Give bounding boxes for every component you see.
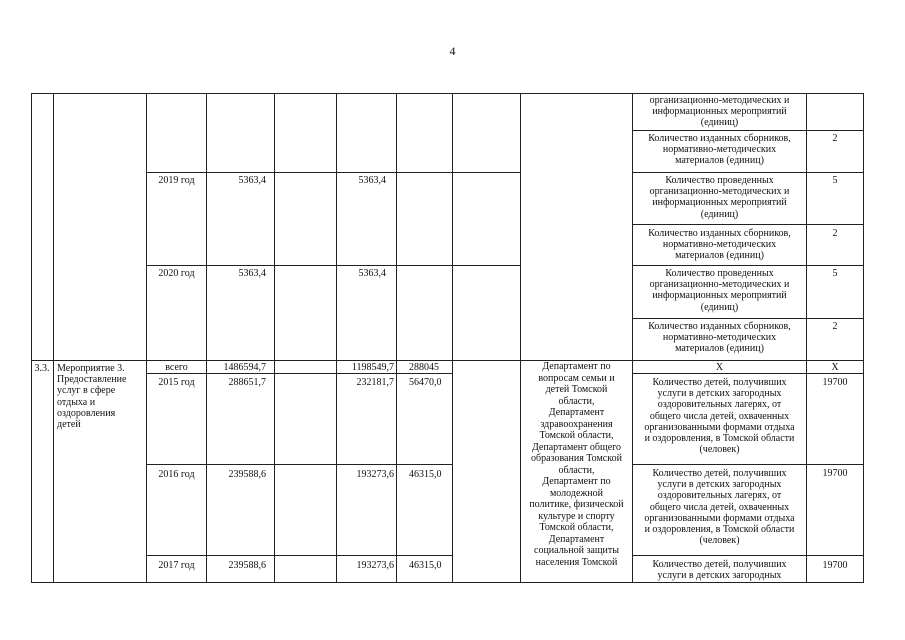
- indicator-row-line: [632, 130, 864, 131]
- indicator-value: 2: [832, 133, 838, 144]
- indicator-children: Количество детей, получивших услуги в детских загородных оздоровительных лагерях, от общего числа детей, охваченных организованными формами отдыха и оздоровления, в Томской области (человек): [644, 377, 795, 456]
- page-number: 4: [449, 44, 456, 58]
- indicator-value: 5: [832, 175, 838, 186]
- indicator-collections: Количество изданных сборников, нормативно-методических материалов (единиц): [648, 228, 791, 262]
- table-col-line: [274, 93, 275, 582]
- amount-regional: 1198549,7: [351, 362, 394, 373]
- indicator-row-line: [632, 265, 864, 266]
- table-col-line: [452, 93, 453, 582]
- indicator-children: Количество детей, получивших услуги в детских загородных оздоровительных лагерях, от общего числа детей, охваченных организованными формами отдыха и оздоровления, в Томской области (человек): [644, 468, 795, 547]
- section-row-line: [31, 360, 864, 361]
- year-row-line: [146, 265, 520, 266]
- amount-total: 239588,6: [228, 560, 266, 571]
- table-col-line: [206, 93, 207, 582]
- indicator-collections: Количество изданных сборников, нормативно-методических материалов (единиц): [648, 133, 791, 167]
- executor-list: Департамент по вопросам семьи и детей Томской области, Департамент здравоохранения Томской области, Департамент общего образования Томской области, Департамент по молодежной политике, физической культуре и спорту Томской области, Департамент социальной защиты населения Томской: [529, 361, 624, 568]
- indicator-events-continued: организационно-методических и информационных мероприятий (единиц): [649, 95, 790, 129]
- table-col-line: [53, 93, 54, 582]
- year-label: 2020 год: [158, 268, 195, 279]
- amount-total: 5363,4: [238, 175, 266, 186]
- amount-total: 1486594,7: [223, 362, 266, 373]
- amount-regional: 193273,6: [356, 560, 394, 571]
- amount-local: 46315,0: [409, 560, 442, 571]
- amount-regional: 232181,7: [356, 377, 394, 388]
- year-label: всего: [165, 362, 188, 373]
- table-col-line: [806, 93, 807, 582]
- indicator-value: 2: [832, 228, 838, 239]
- year-label: 2019 год: [158, 175, 195, 186]
- measure-name: Мероприятие 3. Предоставление услуг в сфере отдыха и оздоровления детей: [57, 363, 127, 431]
- amount-regional: 5363,4: [358, 175, 386, 186]
- indicator-value-x-mark: Х: [831, 362, 839, 373]
- year-row-line: [146, 172, 520, 173]
- indicator-children: Количество детей, получивших услуги в детских загородных: [652, 559, 787, 582]
- table-border-left: [31, 93, 32, 582]
- amount-total: 288651,7: [228, 377, 266, 388]
- amount-regional: 5363,4: [358, 268, 386, 279]
- row-number: 3.3.: [34, 363, 50, 374]
- indicator-row-line: [632, 555, 864, 556]
- year-label: 2017 год: [158, 560, 195, 571]
- year-row-line: [146, 555, 452, 556]
- amount-local: 46315,0: [409, 469, 442, 480]
- amount-total: 239588,6: [228, 469, 266, 480]
- year-label: 2016 год: [158, 469, 195, 480]
- indicator-row-line: [632, 224, 864, 225]
- indicator-value: 19700: [822, 468, 848, 479]
- amount-local: 288045: [409, 362, 439, 373]
- amount-local: 56470,0: [409, 377, 442, 388]
- table-border-bottom: [31, 582, 864, 583]
- amount-regional: 193273,6: [356, 469, 394, 480]
- indicator-value: 19700: [822, 377, 848, 388]
- table-border-right: [863, 93, 864, 582]
- table-col-line: [396, 93, 397, 582]
- indicator-events: Количество проведенных организационно-методических и информационных мероприятий (единиц): [649, 268, 790, 313]
- indicator-x-mark: Х: [715, 362, 724, 373]
- indicator-row-line: [632, 172, 864, 173]
- amount-total: 5363,4: [238, 268, 266, 279]
- table-border-top: [31, 93, 864, 94]
- indicator-collections: Количество изданных сборников, нормативно-методических материалов (единиц): [648, 321, 791, 355]
- table-col-line: [146, 93, 147, 582]
- year-label: 2015 год: [158, 377, 195, 388]
- indicator-events: Количество проведенных организационно-методических и информационных мероприятий (единиц): [649, 175, 790, 220]
- indicator-row-line: [632, 318, 864, 319]
- indicator-value: 19700: [822, 560, 848, 571]
- table-col-line: [336, 93, 337, 582]
- year-row-line: [146, 464, 452, 465]
- indicator-value: 5: [832, 268, 838, 279]
- indicator-row-line: [632, 464, 864, 465]
- indicator-value: 2: [832, 321, 838, 332]
